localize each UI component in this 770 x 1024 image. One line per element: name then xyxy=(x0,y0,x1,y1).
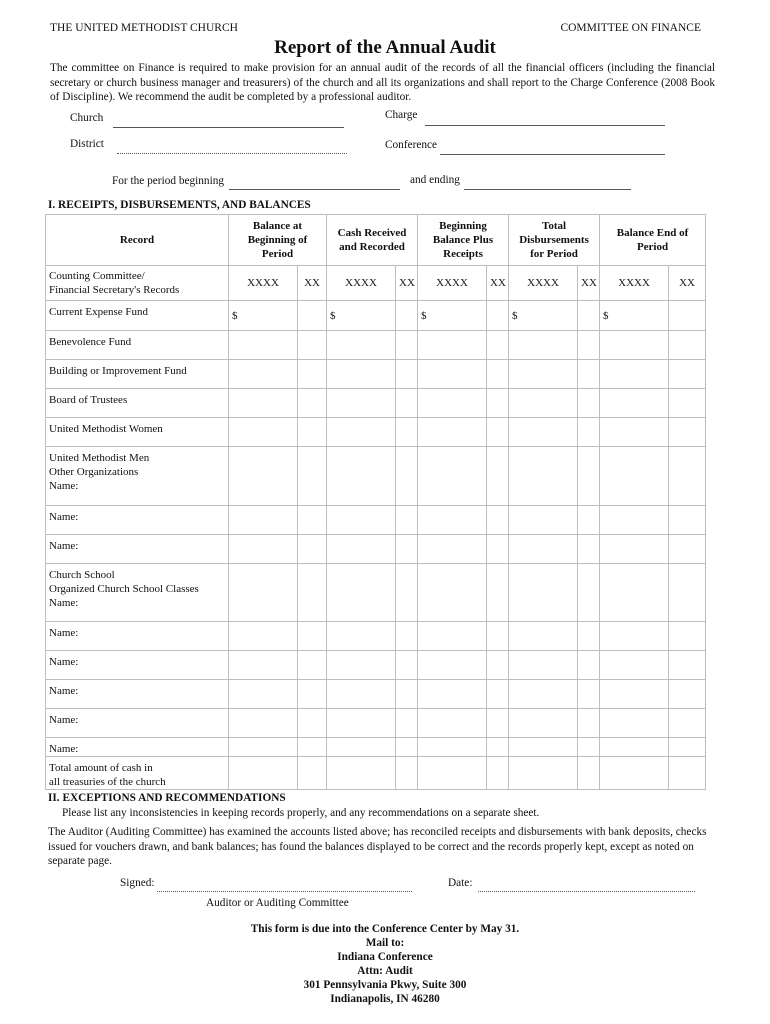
amount-cell[interactable] xyxy=(600,680,669,709)
cents-cell[interactable] xyxy=(396,651,418,680)
amount-cell[interactable] xyxy=(327,680,396,709)
table-row xyxy=(46,418,706,447)
record-name: Name: xyxy=(46,622,229,651)
xx-marker: XX xyxy=(578,266,600,301)
amount-cell[interactable] xyxy=(418,447,487,506)
xxxx-marker: XXXX xyxy=(418,266,487,301)
cents-cell[interactable] xyxy=(578,447,600,506)
amount-cell[interactable] xyxy=(600,331,669,360)
amount-cell[interactable] xyxy=(418,360,487,389)
cents-cell[interactable] xyxy=(298,680,327,709)
cents-cell[interactable] xyxy=(396,564,418,622)
table-row xyxy=(46,389,706,418)
amount-cell[interactable] xyxy=(509,331,578,360)
dollar-sign[interactable]: $ xyxy=(418,301,487,331)
cents-cell[interactable] xyxy=(298,535,327,564)
amount-cell[interactable] xyxy=(509,738,578,757)
amount-cell[interactable] xyxy=(229,757,298,790)
amount-cell[interactable] xyxy=(229,331,298,360)
dollar-sign[interactable]: $ xyxy=(509,301,578,331)
amount-cell[interactable] xyxy=(327,535,396,564)
table-row xyxy=(46,680,706,709)
cents-cell[interactable] xyxy=(669,757,706,790)
cents-cell[interactable] xyxy=(487,447,509,506)
cents-cell[interactable] xyxy=(669,447,706,506)
district-label: District xyxy=(70,138,104,150)
amount-cell[interactable] xyxy=(229,360,298,389)
cents-cell[interactable] xyxy=(298,331,327,360)
table-row xyxy=(46,331,706,360)
record-name: Church School Organized Church School Classes Name: xyxy=(46,564,229,622)
xxxx-marker: XXXX xyxy=(229,266,298,301)
amount-cell[interactable] xyxy=(509,389,578,418)
record-name: Building or Improvement Fund xyxy=(46,360,229,389)
record-name: Name: xyxy=(46,709,229,738)
amount-cell[interactable] xyxy=(418,651,487,680)
cents-cell[interactable] xyxy=(298,301,327,331)
signed-label: Signed: xyxy=(120,877,155,889)
amount-cell[interactable] xyxy=(509,535,578,564)
table-row xyxy=(46,506,706,535)
xxxx-marker: XXXX xyxy=(600,266,669,301)
cents-cell[interactable] xyxy=(669,535,706,564)
conference-field[interactable] xyxy=(440,154,665,155)
amount-cell[interactable] xyxy=(509,680,578,709)
church-field[interactable] xyxy=(113,127,344,128)
record-name: Board of Trustees xyxy=(46,389,229,418)
cents-cell[interactable] xyxy=(669,389,706,418)
amount-cell[interactable] xyxy=(600,709,669,738)
amount-cell[interactable] xyxy=(600,389,669,418)
record-name: Name: xyxy=(46,680,229,709)
amount-cell[interactable] xyxy=(509,418,578,447)
record-name: United Methodist Men Other Organizations Name: xyxy=(46,447,229,506)
cents-cell[interactable] xyxy=(396,447,418,506)
table-row xyxy=(46,622,706,651)
cents-cell[interactable] xyxy=(396,418,418,447)
col-header: Cash Received and Recorded xyxy=(327,215,418,266)
amount-cell[interactable] xyxy=(229,622,298,651)
cents-cell[interactable] xyxy=(578,564,600,622)
col-header: Balance End of Period xyxy=(600,215,706,266)
section2-title: II. EXCEPTIONS AND RECOMMENDATIONS xyxy=(48,792,286,804)
cents-cell[interactable] xyxy=(487,389,509,418)
amount-cell[interactable] xyxy=(327,564,396,622)
cents-cell[interactable] xyxy=(578,757,600,790)
amount-cell[interactable] xyxy=(600,447,669,506)
record-name: Current Expense Fund xyxy=(46,301,229,331)
amount-cell[interactable] xyxy=(600,360,669,389)
amount-cell[interactable] xyxy=(600,418,669,447)
amount-cell[interactable] xyxy=(229,680,298,709)
cents-cell[interactable] xyxy=(487,680,509,709)
cents-cell[interactable] xyxy=(487,757,509,790)
cents-cell[interactable] xyxy=(298,418,327,447)
amount-cell[interactable] xyxy=(418,389,487,418)
cents-cell[interactable] xyxy=(487,331,509,360)
cents-cell[interactable] xyxy=(578,360,600,389)
amount-cell[interactable] xyxy=(327,360,396,389)
amount-cell[interactable] xyxy=(600,757,669,790)
record-name: Name: xyxy=(46,738,229,757)
amount-cell[interactable] xyxy=(600,738,669,757)
footer-due: This form is due into the Conference Center by May 31. xyxy=(250,923,520,935)
amount-cell[interactable] xyxy=(418,680,487,709)
amount-cell[interactable] xyxy=(327,651,396,680)
col-header: Record xyxy=(46,215,229,266)
cents-cell[interactable] xyxy=(578,709,600,738)
dollar-sign[interactable]: $ xyxy=(327,301,396,331)
footer-city: Indianapolis, IN 46280 xyxy=(330,993,440,1005)
table-header-row xyxy=(46,215,706,266)
record-name: Counting Committee/ Financial Secretary's Records xyxy=(46,266,229,301)
section2-note: Please list any inconsistencies in keeping records properly, and any recommendations on a separate sheet. xyxy=(62,807,540,819)
amount-cell[interactable] xyxy=(418,535,487,564)
cents-cell[interactable] xyxy=(298,360,327,389)
amount-cell[interactable] xyxy=(509,447,578,506)
amount-cell[interactable] xyxy=(327,506,396,535)
intro-paragraph: The committee on Finance is required to make provision for an annual audit of the records of all the financial officers (including the financial secretary or church business manager and treasurers) of the church and all its organizations and shall report to the Charge Conference (2008 Book of Discipline). We recommend the audit be completed by a professional auditor. xyxy=(50,62,715,103)
conference-label: Conference xyxy=(385,139,438,151)
amount-cell[interactable] xyxy=(509,757,578,790)
cents-cell[interactable] xyxy=(487,738,509,757)
amount-cell[interactable] xyxy=(509,651,578,680)
cents-cell[interactable] xyxy=(669,622,706,651)
amount-cell[interactable] xyxy=(327,757,396,790)
charge-field[interactable] xyxy=(425,125,665,126)
period-ending-field[interactable] xyxy=(464,189,631,190)
xx-marker: XX xyxy=(487,266,509,301)
cents-cell[interactable] xyxy=(578,535,600,564)
cents-cell[interactable] xyxy=(578,418,600,447)
cents-cell[interactable] xyxy=(669,564,706,622)
record-name: Name: xyxy=(46,535,229,564)
cents-cell[interactable] xyxy=(298,757,327,790)
cents-cell[interactable] xyxy=(396,622,418,651)
cents-cell[interactable] xyxy=(669,680,706,709)
cents-cell[interactable] xyxy=(578,331,600,360)
record-name: Name: xyxy=(46,506,229,535)
amount-cell[interactable] xyxy=(327,709,396,738)
cents-cell[interactable] xyxy=(396,301,418,331)
cents-cell[interactable] xyxy=(396,389,418,418)
table-row xyxy=(46,360,706,389)
amount-cell[interactable] xyxy=(327,447,396,506)
amount-cell[interactable] xyxy=(509,506,578,535)
amount-cell[interactable] xyxy=(418,564,487,622)
cents-cell[interactable] xyxy=(487,709,509,738)
cents-cell[interactable] xyxy=(396,360,418,389)
amount-cell[interactable] xyxy=(600,506,669,535)
footer-street: 301 Pennsylvania Pkwy, Suite 300 xyxy=(303,979,467,991)
xxxx-marker: XXXX xyxy=(327,266,396,301)
record-name: Benevolence Fund xyxy=(46,331,229,360)
cents-cell[interactable] xyxy=(578,738,600,757)
cents-cell[interactable] xyxy=(396,535,418,564)
table-row xyxy=(46,651,706,680)
header-left: THE UNITED METHODIST CHURCH xyxy=(50,22,238,34)
cents-cell[interactable] xyxy=(396,680,418,709)
cents-cell[interactable] xyxy=(487,418,509,447)
charge-label: Charge xyxy=(385,109,418,121)
cents-cell[interactable] xyxy=(669,418,706,447)
cents-cell[interactable] xyxy=(487,301,509,331)
cents-cell[interactable] xyxy=(298,709,327,738)
table-row xyxy=(46,447,706,506)
table-row xyxy=(46,266,706,301)
amount-cell[interactable] xyxy=(509,622,578,651)
table-row xyxy=(46,301,706,331)
cents-cell[interactable] xyxy=(578,301,600,331)
col-header: Total Disbursements for Period xyxy=(509,215,600,266)
amount-cell[interactable] xyxy=(509,564,578,622)
cents-cell[interactable] xyxy=(298,651,327,680)
cents-cell[interactable] xyxy=(578,651,600,680)
record-name: Total amount of cash in all treasuries of the church xyxy=(46,757,229,790)
amount-cell[interactable] xyxy=(509,360,578,389)
cents-cell[interactable] xyxy=(669,301,706,331)
amount-cell[interactable] xyxy=(229,535,298,564)
amount-cell[interactable] xyxy=(229,389,298,418)
amount-cell[interactable] xyxy=(600,564,669,622)
amount-cell[interactable] xyxy=(418,331,487,360)
amount-cell[interactable] xyxy=(327,622,396,651)
cents-cell[interactable] xyxy=(669,506,706,535)
cents-cell[interactable] xyxy=(669,331,706,360)
xx-marker: XX xyxy=(396,266,418,301)
amount-cell[interactable] xyxy=(229,738,298,757)
amount-cell[interactable] xyxy=(509,709,578,738)
record-name: Name: xyxy=(46,651,229,680)
footer-attn: Attn: Audit xyxy=(357,965,413,977)
amount-cell[interactable] xyxy=(327,331,396,360)
dollar-sign[interactable]: $ xyxy=(600,301,669,331)
amount-cell[interactable] xyxy=(418,506,487,535)
xx-marker: XX xyxy=(669,266,706,301)
header-right: COMMITTEE ON FINANCE xyxy=(560,22,701,34)
footer-mail: Mail to: xyxy=(365,937,405,949)
amount-cell[interactable] xyxy=(600,535,669,564)
amount-cell[interactable] xyxy=(229,506,298,535)
cents-cell[interactable] xyxy=(669,738,706,757)
date-label: Date: xyxy=(448,877,473,889)
cents-cell[interactable] xyxy=(298,447,327,506)
amount-cell[interactable] xyxy=(600,622,669,651)
cents-cell[interactable] xyxy=(578,389,600,418)
period-beginning-label: For the period beginning xyxy=(112,175,225,187)
xx-marker: XX xyxy=(298,266,327,301)
amount-cell[interactable] xyxy=(418,738,487,757)
period-ending-label: and ending xyxy=(410,174,460,186)
cents-cell[interactable] xyxy=(396,738,418,757)
section1-title: I. RECEIPTS, DISBURSEMENTS, AND BALANCES xyxy=(48,199,311,211)
amount-cell[interactable] xyxy=(418,709,487,738)
amount-cell[interactable] xyxy=(327,418,396,447)
table-row xyxy=(46,738,706,757)
cents-cell[interactable] xyxy=(298,506,327,535)
amount-cell[interactable] xyxy=(418,757,487,790)
cents-cell[interactable] xyxy=(578,622,600,651)
church-label: Church xyxy=(70,112,104,124)
cents-cell[interactable] xyxy=(487,622,509,651)
amount-cell[interactable] xyxy=(229,651,298,680)
cents-cell[interactable] xyxy=(669,360,706,389)
cents-cell[interactable] xyxy=(487,651,509,680)
table-row xyxy=(46,564,706,622)
cents-cell[interactable] xyxy=(298,738,327,757)
cents-cell[interactable] xyxy=(669,651,706,680)
xxxx-marker: XXXX xyxy=(509,266,578,301)
col-header: Beginning Balance Plus Receipts xyxy=(418,215,509,266)
cents-cell[interactable] xyxy=(578,506,600,535)
footer-org: Indiana Conference xyxy=(337,951,433,963)
record-name: United Methodist Women xyxy=(46,418,229,447)
cents-cell[interactable] xyxy=(298,622,327,651)
cents-cell[interactable] xyxy=(578,680,600,709)
cents-cell[interactable] xyxy=(396,709,418,738)
signature-field[interactable] xyxy=(157,891,412,892)
cents-cell[interactable] xyxy=(396,757,418,790)
dollar-sign[interactable]: $ xyxy=(229,301,298,331)
table-row xyxy=(46,709,706,738)
cents-cell[interactable] xyxy=(487,506,509,535)
table-row xyxy=(46,757,706,790)
cents-cell[interactable] xyxy=(669,709,706,738)
auditor-statement: The Auditor (Auditing Committee) has examined the accounts listed above; has reconciled receipts and disbursements with bank deposits, checks issued for vouchers drawn, and bank balances; has found the balances displayed to be correct and the records properly kept, except as noted on separate page. xyxy=(48,826,707,867)
period-beginning-field[interactable] xyxy=(229,189,400,190)
col-header: Balance at Beginning of Period xyxy=(229,215,327,266)
amount-cell[interactable] xyxy=(229,418,298,447)
cents-cell[interactable] xyxy=(487,360,509,389)
table-row xyxy=(46,535,706,564)
date-field[interactable] xyxy=(478,891,695,892)
receipts-table xyxy=(45,214,706,790)
cents-cell[interactable] xyxy=(487,535,509,564)
amount-cell[interactable] xyxy=(418,622,487,651)
amount-cell[interactable] xyxy=(327,389,396,418)
cents-cell[interactable] xyxy=(298,389,327,418)
auditor-caption: Auditor or Auditing Committee xyxy=(206,897,349,909)
district-field[interactable] xyxy=(117,153,347,154)
cents-cell[interactable] xyxy=(298,564,327,622)
cents-cell[interactable] xyxy=(487,564,509,622)
cents-cell[interactable] xyxy=(396,506,418,535)
cents-cell[interactable] xyxy=(396,331,418,360)
amount-cell[interactable] xyxy=(229,447,298,506)
amount-cell[interactable] xyxy=(418,418,487,447)
page-title: Report of the Annual Audit xyxy=(274,37,496,58)
amount-cell[interactable] xyxy=(600,651,669,680)
amount-cell[interactable] xyxy=(229,564,298,622)
amount-cell[interactable] xyxy=(327,738,396,757)
amount-cell[interactable] xyxy=(229,709,298,738)
